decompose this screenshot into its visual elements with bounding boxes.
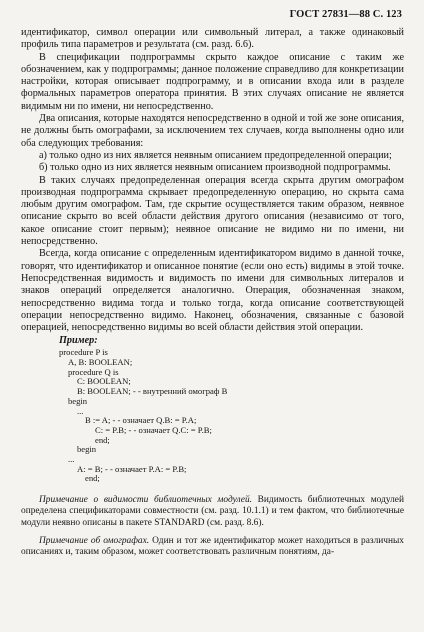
note-library-units	[21, 495, 404, 530]
paragraph-4: а) только одно из них является неявным описанием предопределенной операции;	[39, 149, 392, 161]
paragraph-3: Два описания, которые находятся непосредственно в одной и той же зоне описания, не должны быть омографами, за исключением тех случаев, когда выполнены одно или оба следующих требования:	[21, 113, 404, 149]
note-label: Примечание о видимости библиотечных модулей.	[39, 494, 252, 505]
document-body	[21, 27, 404, 559]
paragraph-5: б) только одно из них является неявным описанием производной подпрограммы.	[39, 162, 391, 174]
code-line: A, B: BOOLEAN;	[68, 357, 133, 368]
code-block	[21, 348, 404, 493]
code-line: ...	[77, 405, 84, 416]
code-line: A: = B; - - означает P.A: = P.B;	[77, 463, 187, 474]
note-text: Один и тот же идентификатор может находиться в различных описаниях и, таким образом, может соответствовать различным понятиям, да-	[21, 535, 404, 558]
code-line: C: BOOLEAN;	[77, 376, 131, 387]
code-line: end;	[85, 473, 100, 484]
code-line: procedure Q is	[68, 366, 119, 377]
note-text: Видимость библиотечных модулей определена спецификаторами совместности (см. разд. 10.1.1) и тем фактом, что библиотечные модули неявно описаны в пакете STANDARD (см. разд. 8.6).	[21, 494, 404, 528]
example-heading: Пример:	[59, 335, 98, 347]
paragraph-7: Всегда, когда описание с определенным идентификатором видимо в данной точке, говорят, что идентификатор и описанное понятие (если оно есть) видимы в этой точке. Непосредственная видимость и видимость по имени для символьных литералов и знаков операций определяется аналогично. Операция, обозначенная знаком, непосредственно видима тогда и только тогда, когда описание соответствующей операции непосредственно видимо. Наконец, обозначения, связанные с базовой операцией, непосредственно видимы во всей области действия этой операции.	[21, 248, 404, 334]
note-label: Примечание об омографах.	[39, 535, 150, 546]
code-line: B := A; - - означает Q.B: = P.A;	[85, 415, 197, 426]
paragraph-1: идентификатор, символ операции или символьный литерал, а также одинаковый профиль типа параметров и результата (см. разд. 6.6).	[21, 27, 404, 51]
code-line: ...	[68, 453, 75, 464]
code-line	[21, 484, 404, 494]
code-line: end;	[95, 434, 110, 445]
paragraph-2: В спецификации подпрограммы скрыто каждое описание с таким же обозначением, как у подпрограммы; данное положение справедливо для конкретизации настройки, которая описывает подпрограмму, и в описании входа или в разделе формальных параметров оператора принятия. В этих случаях описание не является видимым ни по имени, ни непосредственно.	[21, 51, 404, 112]
code-line: C: = P.B; - - означает Q.C: = P.B;	[95, 424, 212, 435]
code-line: procedure P is	[59, 347, 108, 358]
paragraph-6: В таких случаях предопределенная операция всегда скрыта другим омографом производная подпрограмма скрывает предопределенную операцию, но скрыта сама любым другим омографом. Там, где скрытие осуществляется таким образом, неявное описание скрыто во всей области действия другого описания (независимо от того, какое описание стоит первым); неявное описание не видимо ни по имени, ни непосредственно.	[21, 174, 404, 248]
code-line: begin	[77, 444, 97, 455]
page-header: ГОСТ 27831—88 С. 123	[289, 9, 402, 20]
code-line: B: BOOLEAN; - - внутренний омограф B	[77, 386, 228, 397]
code-line: begin	[68, 395, 88, 406]
note-homographs	[21, 536, 404, 559]
